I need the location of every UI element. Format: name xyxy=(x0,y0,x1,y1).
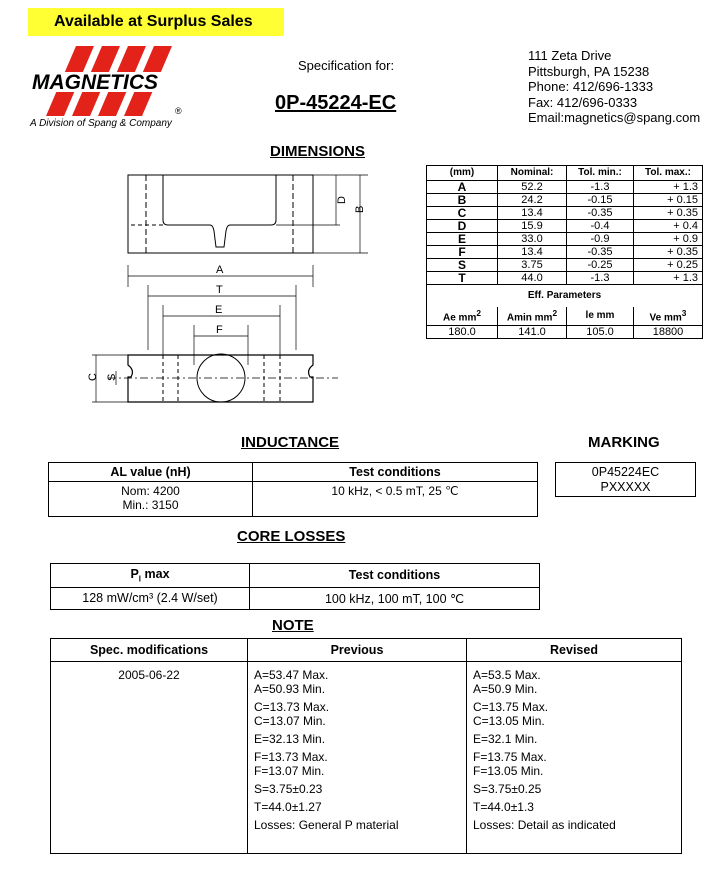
marking-heading: MARKING xyxy=(588,434,660,451)
dimensions-table: (mm) Nominal: Tol. min.: Tol. max.: A 52.2 -1.3 + 1.3 B 24.2 -0.15 + 0.15 C 13.4 -0.35 + 0.35 D 15.9 -0.4 + 0.4 E 33.0 -0.9 + 0.9 F 13.4 -0.35 + 0.35 S 3.75 -0.25 + 0.25 T 44.0 -1.3 + 1.3 Eff. Parameters Ae $mm^2$ Amin $mm^2$ le mm Ve $mm^3$ 180.0 141.0 105.0 18800 xyxy=(426,165,703,339)
svg-text:T: T xyxy=(216,284,223,296)
note-line: E=32.13 Min. xyxy=(254,732,326,746)
spec-for-label: Specification for: xyxy=(298,58,395,73)
note-line: C=13.73 Max. xyxy=(254,700,330,714)
address-block xyxy=(528,48,700,126)
note-line: S=3.75±0.23 xyxy=(254,782,323,796)
svg-text:D: D xyxy=(336,196,348,204)
core-losses-heading: CORE LOSSES xyxy=(237,528,346,545)
address-line: Pittsburgh, PA 15238 xyxy=(528,63,650,79)
svg-text:E: E xyxy=(215,304,223,316)
note-heading: NOTE xyxy=(272,617,314,634)
core-losses-table: $P_l$ max Test conditions 128 mW/cm³ (2.4 W/set) 100 kHz, 100 mT, 100 ℃ xyxy=(50,563,540,610)
note-line: F=13.05 Min. xyxy=(473,764,544,778)
dimension-row: C 13.4 -0.35 + 0.35 xyxy=(427,207,703,220)
svg-text:S: S xyxy=(106,373,118,381)
note-line: F=13.75 Max. xyxy=(473,750,547,764)
marking-box xyxy=(555,462,696,497)
dimension-row: A 52.2 -1.3 + 1.3 xyxy=(427,181,703,194)
note-line: T=44.0±1.27 xyxy=(254,800,322,814)
inductance-heading: INDUCTANCE xyxy=(241,434,340,451)
svg-text:C: C xyxy=(87,373,99,381)
core-drawing xyxy=(78,165,368,415)
note-line: F=13.73 Max. xyxy=(254,750,328,764)
eff-params-title: Eff. Parameters xyxy=(427,285,703,308)
dimension-row: E 33.0 -0.9 + 0.9 xyxy=(427,233,703,246)
dimension-row: S 3.75 -0.25 + 0.25 xyxy=(427,259,703,272)
svg-text:B: B xyxy=(354,205,366,213)
note-line: S=3.75±0.25 xyxy=(473,782,542,796)
logo-brand: MAGNETICS xyxy=(32,71,158,94)
note-line: C=13.75 Max. xyxy=(473,700,549,714)
dimension-row: F 13.4 -0.35 + 0.35 xyxy=(427,246,703,259)
previous-values xyxy=(248,662,467,854)
note-line: C=13.07 Min. xyxy=(254,714,326,728)
note-line: T=44.0±1.3 xyxy=(473,800,534,814)
address-line: Email:magnetics@spang.com xyxy=(528,110,701,125)
dimension-row: B 24.2 -0.15 + 0.15 xyxy=(427,194,703,207)
modification-date: 2005-06-22 xyxy=(51,662,248,854)
note-line: Losses: General P material xyxy=(254,818,399,832)
note-line: A=50.9 Min. xyxy=(473,682,538,696)
note-line: C=13.05 Min. xyxy=(473,714,545,728)
note-table: Spec. modifications Previous Revised 2005-06-22 A=53.47 Max. A=50.93 Min. C=13.73 Max. C=13.07 Min. E=32.13 Min. F=13.73 Max. F=13.07 Min. S=3.75±0.23 T=44.0±1.27 Losses: General P material A=53.5 Max. A=50.9 Min. C=13.75 Max. C=13.05 Min. E=32.1 Min. F=13.75 Max. F=13.05 Min. S=3.75±0.25 T=44.0±1.3 Losses: Detail as indicated xyxy=(50,638,682,854)
note-line: A=50.93 Min. xyxy=(254,682,326,696)
address-line: Phone: 412/696-1333 xyxy=(528,79,654,94)
dimension-row: T 44.0 -1.3 + 1.3 xyxy=(427,272,703,285)
availability-banner: Available at Surplus Sales xyxy=(28,8,284,36)
note-line: A=53.47 Max. xyxy=(254,668,329,682)
note-line: E=32.1 Min. xyxy=(473,732,538,746)
note-line: Losses: Detail as indicated xyxy=(473,818,616,832)
logo-tagline: A Division of Spang & Company xyxy=(30,118,172,129)
dimensions-heading: DIMENSIONS xyxy=(270,143,366,160)
part-number: 0P-45224-EC xyxy=(275,92,397,114)
svg-text:F: F xyxy=(216,324,223,336)
revised-values xyxy=(467,662,682,854)
address-line: Fax: 412/696-0333 xyxy=(528,94,638,110)
magnetics-logo xyxy=(28,44,198,120)
svg-text:A: A xyxy=(216,264,224,276)
inductance-table: AL value (nH) Test conditions Nom: 4200 Min.: 3150 10 kHz, < 0.5 mT, 25 ℃ xyxy=(48,462,538,517)
svg-text:®: ® xyxy=(175,106,182,116)
marking-line: 0P45224EC xyxy=(591,465,660,479)
note-line: F=13.07 Min. xyxy=(254,764,325,778)
marking-line: PXXXXX xyxy=(600,480,651,494)
dimension-row: D 15.9 -0.4 + 0.4 xyxy=(427,220,703,233)
note-line: A=53.5 Max. xyxy=(473,668,541,682)
address-line: 111 Zeta Drive xyxy=(528,48,612,63)
